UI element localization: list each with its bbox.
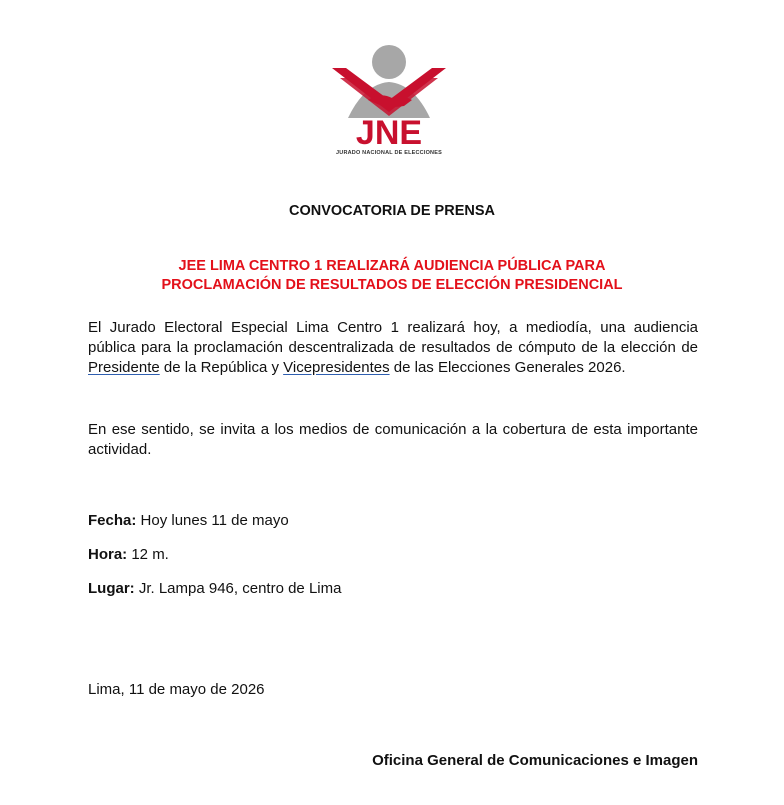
headline-line-2: PROCLAMACIÓN DE RESULTADOS DE ELECCIÓN PRESIDENCIAL (161, 277, 623, 293)
jne-acronym: JNE (355, 114, 423, 150)
paragraph-announcement (88, 318, 698, 378)
logo-caption: JURADO NACIONAL DE ELECCIONES (336, 150, 442, 156)
paragraph-text: El Jurado Electoral Especial Lima Centro 1 realizará hoy, a mediodía, una audiencia pública para la proclamación descentralizada de resultados de cómputo de la elección de (88, 319, 698, 356)
jne-logo (330, 42, 448, 162)
document-title: CONVOCATORIA DE PRENSA (289, 203, 495, 219)
field-lugar (88, 579, 341, 599)
paragraph-text: de las Elecciones Generales 2026. (389, 359, 626, 376)
jne-emblem-icon (330, 42, 448, 150)
presidente-term: Presidente (88, 359, 160, 376)
dateline: Lima, 11 de mayo de 2026 (88, 681, 265, 698)
signoff: Oficina General de Comunicaciones e Imagen (372, 752, 698, 769)
field-fecha (88, 511, 289, 531)
headline (60, 257, 724, 295)
headline-line-1: JEE LIMA CENTRO 1 REALIZARÁ AUDIENCIA PÚBLICA PARA (178, 258, 606, 274)
field-label: Lugar: (88, 580, 135, 597)
paragraph-text: de la República y (159, 359, 284, 376)
vicepresidentes-term: Vicepresidentes (283, 359, 390, 376)
paragraph-invitation: En ese sentido, se invita a los medios de comunicación a la cobertura de esta importante actividad. (88, 421, 698, 458)
field-hora (88, 545, 169, 565)
field-value: 12 m. (127, 546, 169, 563)
field-label: Fecha: (88, 512, 137, 529)
field-value: Jr. Lampa 946, centro de Lima (134, 580, 342, 597)
field-label: Hora: (88, 546, 128, 563)
field-value: Hoy lunes 11 de mayo (136, 512, 289, 529)
